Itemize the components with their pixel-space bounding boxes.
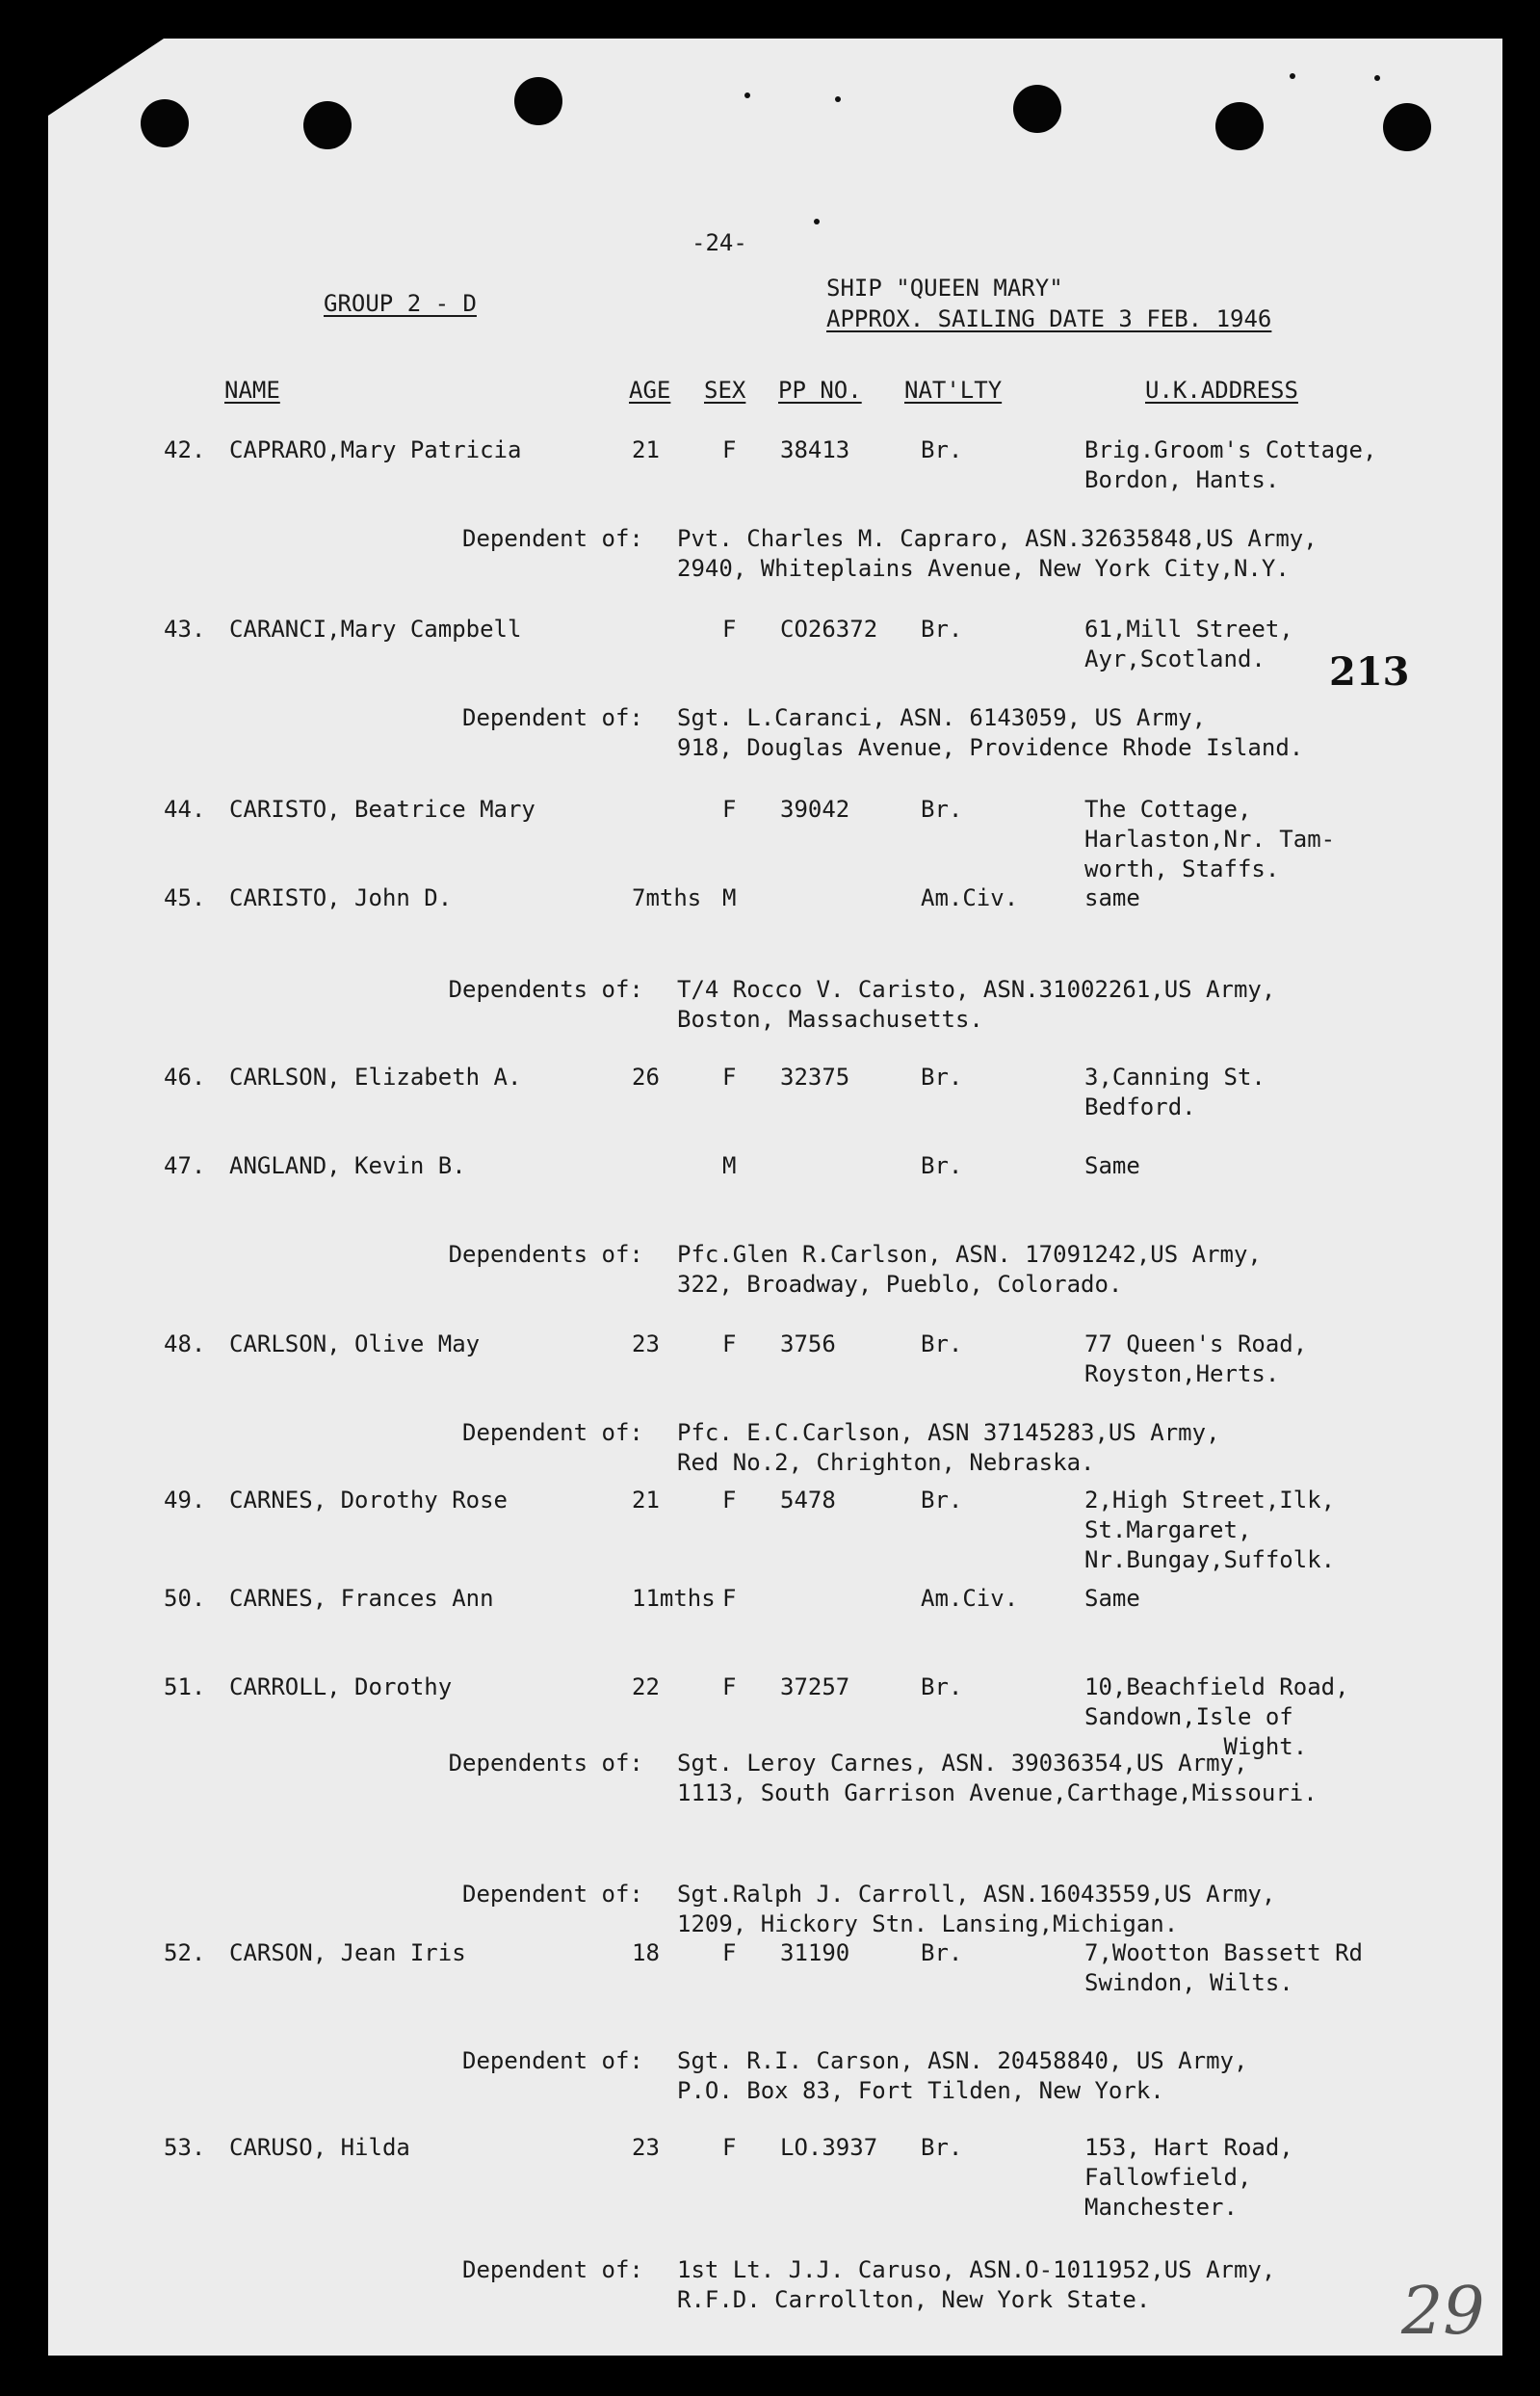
- passenger-name: CARUSO, Hilda: [229, 2134, 410, 2161]
- uk-address-line: 61,Mill Street,: [1084, 616, 1293, 643]
- entry-number: 52.: [164, 1939, 206, 1966]
- passenger-name: CARLSON, Elizabeth A.: [229, 1064, 522, 1091]
- nationality: Br.: [921, 1152, 963, 1179]
- nationality: Br.: [921, 796, 963, 823]
- uk-address-line: Same: [1084, 1585, 1140, 1612]
- sponsor-line: 918, Douglas Avenue, Providence Rhode Island.: [677, 734, 1304, 761]
- nationality: Br.: [921, 1064, 963, 1091]
- page-number: -24-: [692, 229, 747, 256]
- passport-number: 32375: [780, 1064, 850, 1091]
- passenger-name: CARROLL, Dorothy: [229, 1673, 453, 1700]
- dependent-label: Dependents of:: [448, 976, 643, 1003]
- punch-hole: [1383, 103, 1431, 151]
- passenger-sex: M: [722, 1152, 737, 1179]
- passport-number: 39042: [780, 796, 850, 823]
- passport-number: 3756: [780, 1330, 836, 1357]
- handwritten-page-number: 29: [1401, 2274, 1485, 2350]
- col-header-pp: PP NO.: [778, 377, 862, 404]
- ink-speck: [835, 96, 841, 102]
- passenger-name: CARLSON, Olive May: [229, 1330, 481, 1357]
- entry-number: 51.: [164, 1673, 206, 1700]
- sponsor-line: Pfc. E.C.Carlson, ASN 37145283,US Army,: [677, 1419, 1220, 1446]
- passenger-name: ANGLAND, Kevin B.: [229, 1152, 466, 1179]
- sponsor-line: Pvt. Charles M. Capraro, ASN.32635848,US Army,: [677, 525, 1318, 552]
- ink-speck: [744, 92, 750, 98]
- nationality: Br.: [921, 616, 963, 643]
- nationality: Br.: [921, 2134, 963, 2161]
- uk-address-line: Nr.Bungay,Suffolk.: [1084, 1546, 1336, 1573]
- nationality: Am.Civ.: [921, 884, 1019, 911]
- passenger-sex: F: [722, 2134, 737, 2161]
- passenger-sex: F: [722, 436, 737, 463]
- sponsor-line: Sgt. Leroy Carnes, ASN. 39036354,US Army,: [677, 1750, 1248, 1777]
- col-header-sex: SEX: [704, 377, 746, 404]
- sailing-date: APPROX. SAILING DATE 3 FEB. 1946: [826, 305, 1272, 332]
- entry-number: 48.: [164, 1330, 206, 1357]
- sponsor-line: Sgt. R.I. Carson, ASN. 20458840, US Army,: [677, 2047, 1248, 2074]
- sponsor-line: Sgt. L.Caranci, ASN. 6143059, US Army,: [677, 704, 1207, 731]
- uk-address-line: The Cottage,: [1084, 796, 1252, 823]
- dependent-label: Dependent of:: [462, 704, 643, 731]
- uk-address-line: Bordon, Hants.: [1084, 466, 1280, 493]
- passenger-sex: F: [722, 616, 737, 643]
- sponsor-line: 1209, Hickory Stn. Lansing,Michigan.: [677, 1910, 1179, 1937]
- entry-number: 43.: [164, 616, 206, 643]
- passenger-sex: M: [722, 884, 737, 911]
- dependent-label: Dependents of:: [448, 1750, 643, 1777]
- passenger-name: CARNES, Dorothy Rose: [229, 1487, 508, 1514]
- punch-hole: [514, 77, 562, 125]
- ink-speck: [1290, 73, 1295, 79]
- passenger-age: 21: [632, 436, 660, 463]
- group-label: GROUP 2 - D: [324, 290, 477, 317]
- uk-address-line: 77 Queen's Road,: [1084, 1330, 1308, 1357]
- passport-number: 37257: [780, 1673, 850, 1700]
- punch-hole: [303, 101, 352, 149]
- passenger-age: 7mths: [632, 884, 702, 911]
- uk-address-line: 153, Hart Road,: [1084, 2134, 1293, 2161]
- sponsor-line: 1st Lt. J.J. Caruso, ASN.O-1011952,US Army,: [677, 2256, 1276, 2283]
- col-header-nationality: NAT'LTY: [904, 377, 1003, 404]
- sponsor-line: T/4 Rocco V. Caristo, ASN.31002261,US Army,: [677, 976, 1276, 1003]
- dependent-label: Dependent of:: [462, 525, 643, 552]
- passport-number: CO26372: [780, 616, 878, 643]
- passenger-age: 22: [632, 1673, 660, 1700]
- punch-hole: [141, 99, 189, 147]
- uk-address-line: Manchester.: [1084, 2194, 1238, 2221]
- passenger-sex: F: [722, 1064, 737, 1091]
- sponsor-line: Boston, Massachusetts.: [677, 1006, 983, 1033]
- uk-address-line: Fallowfield,: [1084, 2164, 1252, 2191]
- uk-address-line: Ayr,Scotland.: [1084, 645, 1266, 672]
- sponsor-line: P.O. Box 83, Fort Tilden, New York.: [677, 2077, 1164, 2104]
- nationality: Am.Civ.: [921, 1585, 1019, 1612]
- uk-address-line: same: [1084, 884, 1140, 911]
- nationality: Br.: [921, 1673, 963, 1700]
- passenger-age: 23: [632, 2134, 660, 2161]
- sponsor-line: R.F.D. Carrollton, New York State.: [677, 2286, 1151, 2313]
- passenger-name: CARNES, Frances Ann: [229, 1585, 494, 1612]
- stamped-number: 213: [1329, 649, 1410, 695]
- entry-number: 42.: [164, 436, 206, 463]
- ship-name: SHIP "QUEEN MARY": [826, 275, 1063, 302]
- entry-number: 44.: [164, 796, 206, 823]
- punch-hole: [1013, 85, 1061, 133]
- entry-number: 46.: [164, 1064, 206, 1091]
- entry-number: 53.: [164, 2134, 206, 2161]
- passenger-name: CAPRARO,Mary Patricia: [229, 436, 522, 463]
- entry-number: 50.: [164, 1585, 206, 1612]
- uk-address-line: Sandown,Isle of: [1084, 1703, 1293, 1730]
- passenger-age: 21: [632, 1487, 660, 1514]
- passenger-sex: F: [722, 1487, 737, 1514]
- dependent-label: Dependent of:: [462, 2047, 643, 2074]
- ink-speck: [814, 219, 820, 224]
- nationality: Br.: [921, 1330, 963, 1357]
- uk-address-line: 7,Wootton Bassett Rd: [1084, 1939, 1363, 1966]
- nationality: Br.: [921, 1939, 963, 1966]
- passenger-name: CARSON, Jean Iris: [229, 1939, 466, 1966]
- dependent-label: Dependent of:: [462, 1881, 643, 1908]
- entry-number: 47.: [164, 1152, 206, 1179]
- sponsor-line: 2940, Whiteplains Avenue, New York City,N.Y.: [677, 555, 1290, 582]
- punch-hole: [1215, 102, 1264, 150]
- dependent-label: Dependent of:: [462, 2256, 643, 2283]
- col-header-address: U.K.ADDRESS: [1145, 377, 1298, 404]
- passenger-name: CARISTO, John D.: [229, 884, 453, 911]
- uk-address-line: worth, Staffs.: [1084, 856, 1280, 882]
- nationality: Br.: [921, 1487, 963, 1514]
- passenger-age: 11mths: [632, 1585, 716, 1612]
- passenger-name: CARISTO, Beatrice Mary: [229, 796, 535, 823]
- col-header-name: NAME: [224, 377, 280, 404]
- ink-speck: [1374, 75, 1380, 81]
- sponsor-line: Red No.2, Chrighton, Nebraska.: [677, 1449, 1095, 1476]
- uk-address-line: Swindon, Wilts.: [1084, 1969, 1293, 1996]
- uk-address-line: Royston,Herts.: [1084, 1360, 1280, 1387]
- dependent-label: Dependent of:: [462, 1419, 643, 1446]
- col-header-age: AGE: [629, 377, 671, 404]
- sponsor-line: Pfc.Glen R.Carlson, ASN. 17091242,US Army,: [677, 1241, 1262, 1268]
- sponsor-line: Sgt.Ralph J. Carroll, ASN.16043559,US Army,: [677, 1881, 1276, 1908]
- uk-address-line: 2,High Street,Ilk,: [1084, 1487, 1336, 1514]
- nationality: Br.: [921, 436, 963, 463]
- uk-address-line: 3,Canning St.: [1084, 1064, 1266, 1091]
- passport-number: 31190: [780, 1939, 850, 1966]
- passenger-age: 23: [632, 1330, 660, 1357]
- uk-address-line: 10,Beachfield Road,: [1084, 1673, 1349, 1700]
- passport-number: LO.3937: [780, 2134, 878, 2161]
- uk-address-line: Same: [1084, 1152, 1140, 1179]
- uk-address-line: St.Margaret,: [1084, 1516, 1252, 1543]
- passenger-sex: F: [722, 1585, 737, 1612]
- passenger-name: CARANCI,Mary Campbell: [229, 616, 522, 643]
- sponsor-line: 1113, South Garrison Avenue,Carthage,Missouri.: [677, 1779, 1318, 1806]
- uk-address-line: Bedford.: [1084, 1093, 1196, 1120]
- passenger-age: 26: [632, 1064, 660, 1091]
- passenger-age: 18: [632, 1939, 660, 1966]
- passenger-sex: F: [722, 1673, 737, 1700]
- passenger-sex: F: [722, 1330, 737, 1357]
- passport-number: 38413: [780, 436, 850, 463]
- sponsor-line: 322, Broadway, Pueblo, Colorado.: [677, 1271, 1123, 1298]
- passport-number: 5478: [780, 1487, 836, 1514]
- uk-address-line: Wight.: [1084, 1733, 1308, 1760]
- passenger-sex: F: [722, 1939, 737, 1966]
- uk-address-line: Brig.Groom's Cottage,: [1084, 436, 1377, 463]
- entry-number: 45.: [164, 884, 206, 911]
- passenger-sex: F: [722, 796, 737, 823]
- dependent-label: Dependents of:: [448, 1241, 643, 1268]
- entry-number: 49.: [164, 1487, 206, 1514]
- uk-address-line: Harlaston,Nr. Tam-: [1084, 826, 1336, 853]
